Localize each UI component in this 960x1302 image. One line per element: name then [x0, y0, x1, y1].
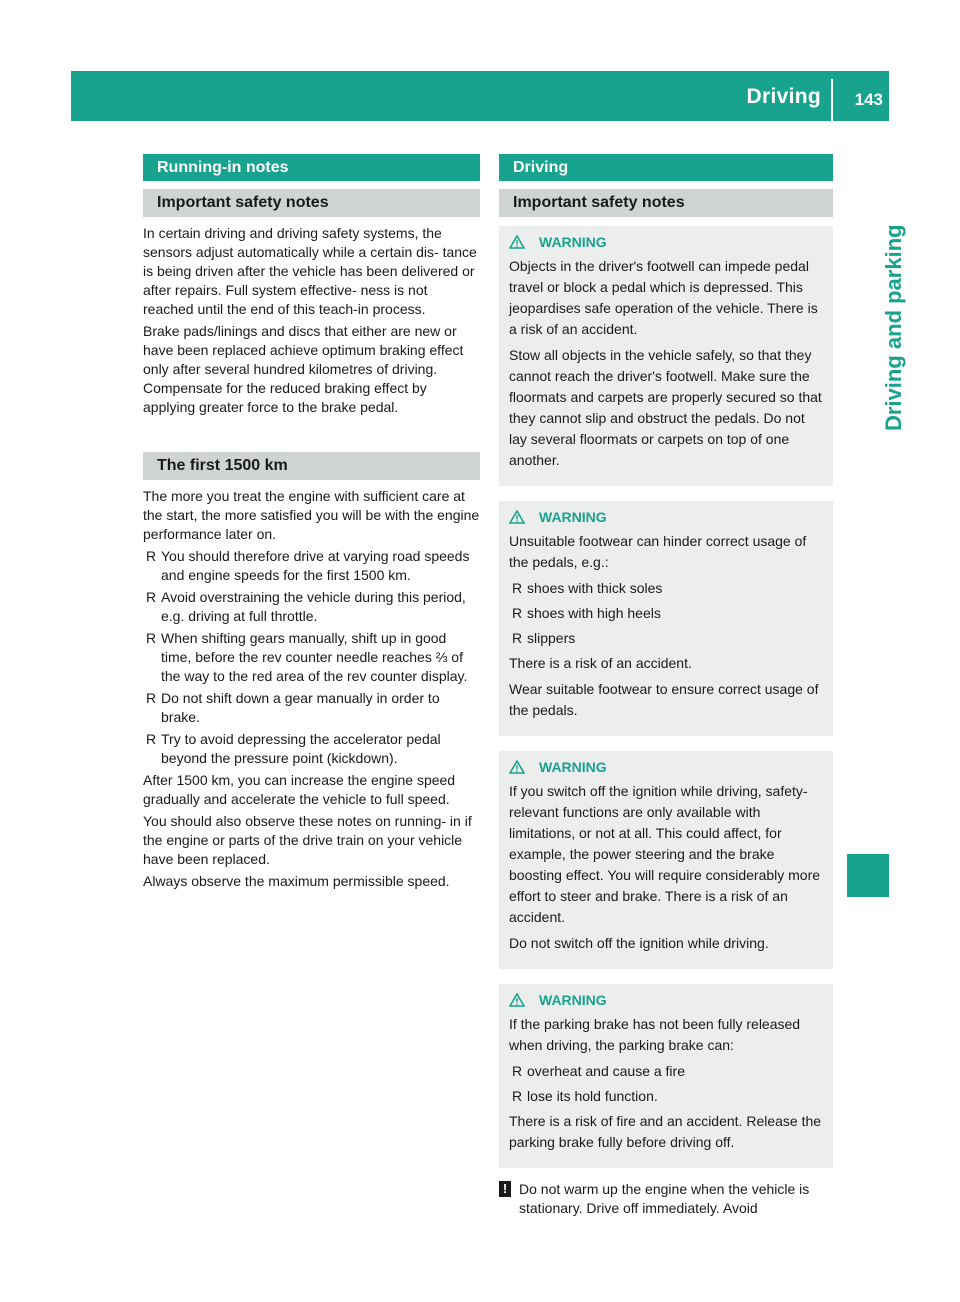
warning-text: Stow all objects in the vehicle safely, so that they cannot reach the driver's footwell. Make sure the floormats and carpets are properly secured so that they cannot slip and obstruct the pedals. Do not lay several floormats or carpets on top of one another.: [509, 347, 822, 468]
chapter-title: Driving: [746, 85, 821, 108]
bullet-glyph: R: [146, 630, 157, 646]
bullet-glyph: R: [512, 630, 523, 646]
warning-box: [499, 226, 833, 486]
warning-box: [499, 501, 833, 736]
warning-title: WARNING: [509, 990, 825, 1010]
warning-triangle-icon: [509, 235, 525, 249]
list-item: R Do not shift down a gear manually in order to brake.: [146, 690, 440, 725]
warning-text: If the parking brake has not been fully released when driving, the parking brake can:: [509, 1016, 801, 1053]
page-header-bar: [71, 71, 889, 121]
subheading-important-safety-notes: Important safety notes: [499, 189, 833, 217]
warning-title: WARNING: [509, 757, 825, 777]
warning-box: [499, 751, 833, 969]
bullet-glyph: R: [146, 690, 157, 706]
bullet-glyph: R: [512, 1063, 523, 1079]
caution-note: [499, 1180, 833, 1218]
list-item: R shoes with high heels: [509, 603, 825, 624]
list-item: R When shifting gears manually, shift up in good time, before the rev counter needle reaches ⅔ of the way to the red area of the rev counter display.: [146, 630, 468, 684]
subheading-important-safety-notes: Important safety notes: [143, 189, 480, 217]
bullet-glyph: R: [146, 548, 157, 564]
right-column: [499, 154, 833, 1218]
warning-text: Unsuitable footwear can hinder correct usage of the pedals, e.g.:: [509, 533, 807, 570]
warning-title: WARNING: [509, 232, 825, 252]
paragraph: You should also observe these notes on running- in if the engine or parts of the drive train on your vehicle have been replaced.: [143, 813, 472, 867]
page-number: 143: [854, 90, 883, 109]
bullet-glyph: R: [146, 731, 157, 747]
list-item: R overheat and cause a fire: [509, 1061, 825, 1082]
section-heading-running-in: Running-in notes: [143, 154, 480, 181]
side-tab-marker: [847, 854, 889, 897]
bullet-list: [143, 547, 480, 768]
side-tab-label: Driving and parking: [881, 224, 906, 431]
note-text: Do not warm up the engine when the vehicle is stationary. Drive off immediately. Avoid: [519, 1181, 810, 1216]
paragraph: In certain driving and driving safety systems, the sensors adjust automatically while a certain dis- tance is being driven after the vehicle has been delivered or after repairs. Full system effective- ness is not reached until the end of this teach-in process.: [143, 225, 477, 317]
bullet-list: [509, 1061, 825, 1107]
side-tab: [847, 121, 906, 881]
header-separator: [831, 79, 833, 121]
section-heading-driving: Driving: [499, 154, 833, 181]
paragraph: Always observe the maximum permissible speed.: [143, 873, 450, 889]
paragraph: Brake pads/linings and discs that either are new or have been replaced achieve optimum braking effect only after several hundred kilometres of driving. Compensate for the reduced braking effect by applying greater force to the brake pedal.: [143, 323, 464, 415]
bullet-glyph: R: [512, 580, 523, 596]
warning-text: If you switch off the ignition while driving, safety-relevant functions are only available with limitations, or not at all. This could affect, for example, the power steering and the brake boosting effect. You will require considerably more effort to steer and brake. There is a risk of an accident.: [509, 783, 821, 925]
list-item: R Avoid overstraining the vehicle during this period, e.g. driving at full throttle.: [146, 589, 466, 624]
list-item: R slippers: [509, 628, 825, 649]
exclamation-icon: !: [499, 1181, 511, 1197]
paragraph: The more you treat the engine with sufficient care at the start, the more satisfied you will be with the engine performance later on.: [143, 488, 480, 542]
warning-text: Objects in the driver's footwell can impede pedal travel or block a pedal which is depressed. This jeopardises safe operation of the vehicle. There is a risk of an accident.: [509, 258, 818, 337]
bullet-glyph: R: [512, 1088, 523, 1104]
left-column: [143, 154, 480, 891]
list-item: R Try to avoid depressing the accelerator pedal beyond the pressure point (kickdown).: [146, 731, 441, 766]
warning-text: Do not switch off the ignition while driving.: [509, 935, 769, 951]
warning-triangle-icon: [509, 993, 525, 1007]
bullet-glyph: R: [146, 589, 157, 605]
subheading-first-1500-km: The first 1500 km: [143, 452, 480, 480]
bullet-list: [509, 578, 825, 649]
bullet-glyph: R: [512, 605, 523, 621]
warning-box: [499, 984, 833, 1168]
warning-text: Wear suitable footwear to ensure correct usage of the pedals.: [509, 681, 819, 718]
warning-triangle-icon: [509, 760, 525, 774]
warning-text: There is a risk of fire and an accident. Release the parking brake fully before driving off.: [509, 1113, 822, 1150]
list-item: R lose its hold function.: [509, 1086, 825, 1107]
warning-title: WARNING: [509, 507, 825, 527]
warning-text: There is a risk of an accident.: [509, 655, 692, 671]
list-item: R You should therefore drive at varying road speeds and engine speeds for the first 1500 km.: [146, 548, 470, 583]
list-item: R shoes with thick soles: [509, 578, 825, 599]
paragraph: After 1500 km, you can increase the engine speed gradually and accelerate the vehicle to full speed.: [143, 772, 456, 807]
warning-triangle-icon: [509, 510, 525, 524]
